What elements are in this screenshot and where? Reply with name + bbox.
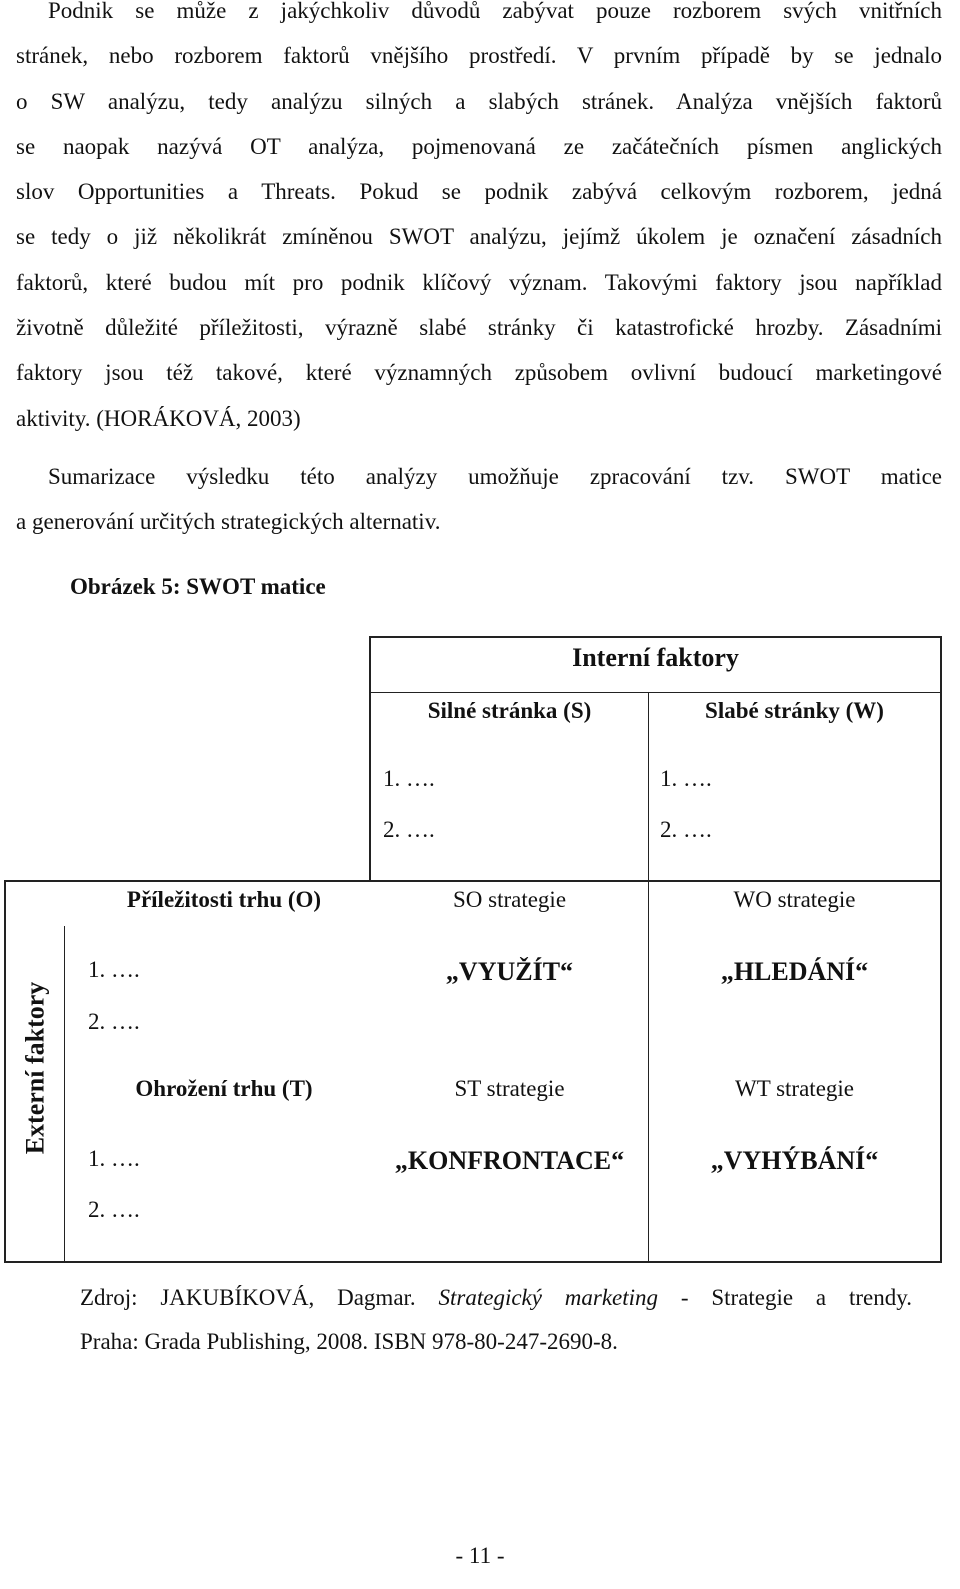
text-line: o SW analýzu, tedy analýzu silných a slabých stránek. Analýza vnějších faktorů	[16, 88, 942, 114]
text-line: Podnik se může z jakýchkoliv důvodů zabývat pouze rozborem svých vnitřních	[48, 0, 942, 23]
figure-source	[80, 1276, 912, 1364]
weaknesses-label: Slabé stránky (W)	[705, 698, 884, 723]
strength-item: 1. ….	[383, 766, 435, 791]
opportunity-item: 1. ….	[88, 957, 140, 982]
text-line: stránek, nebo rozborem faktorů vnějšího prostředí. V prvním případě by se jednalo	[16, 43, 942, 69]
external-factors-text: Externí faktory	[20, 981, 49, 1154]
wt-strategy-title: WT strategie	[735, 1076, 854, 1101]
page-number: - 11 -	[455, 1543, 505, 1568]
paragraph-swot-matrix	[16, 454, 942, 545]
matrix-border	[369, 636, 942, 638]
internal-factors-header: Interní faktory	[572, 643, 739, 672]
text-line: Sumarizace výsledku této analýzy umožňuje zpracování tzv. SWOT matice	[48, 464, 942, 489]
st-strategy-action: „KONFRONTACE“	[394, 1146, 625, 1175]
text-line: se tedy o již několikrát zmíněnou SWOT analýzu, jejímž úkolem je označení zásadních	[16, 224, 942, 250]
so-strategy-title: SO strategie	[452, 887, 567, 912]
threat-item: 2. ….	[88, 1197, 140, 1222]
st-strategy-title: ST strategie	[454, 1076, 565, 1101]
figure-caption: Obrázek 5: SWOT matice	[70, 574, 326, 599]
opportunities-label: Příležitosti trhu (O)	[126, 887, 322, 912]
threat-item: 1. ….	[88, 1146, 140, 1171]
text-line: aktivity. (HORÁKOVÁ, 2003)	[16, 405, 301, 431]
external-factors-header	[6, 940, 64, 1195]
source-line-1	[80, 1276, 912, 1320]
source-title: Strategický marketing	[438, 1285, 659, 1310]
strengths-label: Silné stránka (S)	[427, 698, 592, 723]
matrix-divider	[369, 692, 942, 693]
weakness-item: 2. ….	[660, 817, 712, 842]
strength-item: 2. ….	[383, 817, 435, 842]
wt-strategy-action: „VYHÝBÁNÍ“	[710, 1146, 879, 1175]
wo-strategy-action: „HLEDÁNÍ“	[720, 957, 869, 986]
text-line: se naopak nazývá OT analýza, pojmenovaná ze začátečních písmen anglických	[16, 133, 942, 159]
text-line: faktory jsou též takové, které významných způsobem ovlivní budoucí marketingové	[16, 360, 942, 386]
text-line: životně důležité příležitosti, výrazně slabé stránky či katastrofické hrozby. Zásadními	[16, 315, 942, 341]
source-author: Zdroj: JAKUBÍKOVÁ, Dagmar.	[80, 1285, 439, 1310]
opportunity-item: 2. ….	[88, 1009, 140, 1034]
matrix-border	[4, 1261, 942, 1263]
wo-strategy-title: WO strategie	[733, 887, 856, 912]
matrix-border	[4, 880, 942, 882]
text-line: faktorů, které budou mít pro podnik klíčový význam. Takovými faktory jsou například	[16, 269, 942, 295]
paragraph-swot-intro	[16, 0, 942, 441]
weakness-item: 1. ….	[660, 766, 712, 791]
matrix-border	[940, 636, 942, 1263]
so-strategy-action: „VYUŽÍT“	[445, 957, 574, 986]
source-subtitle: - Strategie a trendy.	[658, 1285, 912, 1310]
threats-label: Ohrožení trhu (T)	[135, 1076, 313, 1101]
source-line-2: Praha: Grada Publishing, 2008. ISBN 978-80-247-2690-8.	[80, 1329, 618, 1354]
text-line: a generování určitých strategických alternativ.	[16, 509, 441, 535]
text-line: slov Opportunities a Threats. Pokud se podnik zabývá celkovým rozborem, jedná	[16, 179, 942, 205]
